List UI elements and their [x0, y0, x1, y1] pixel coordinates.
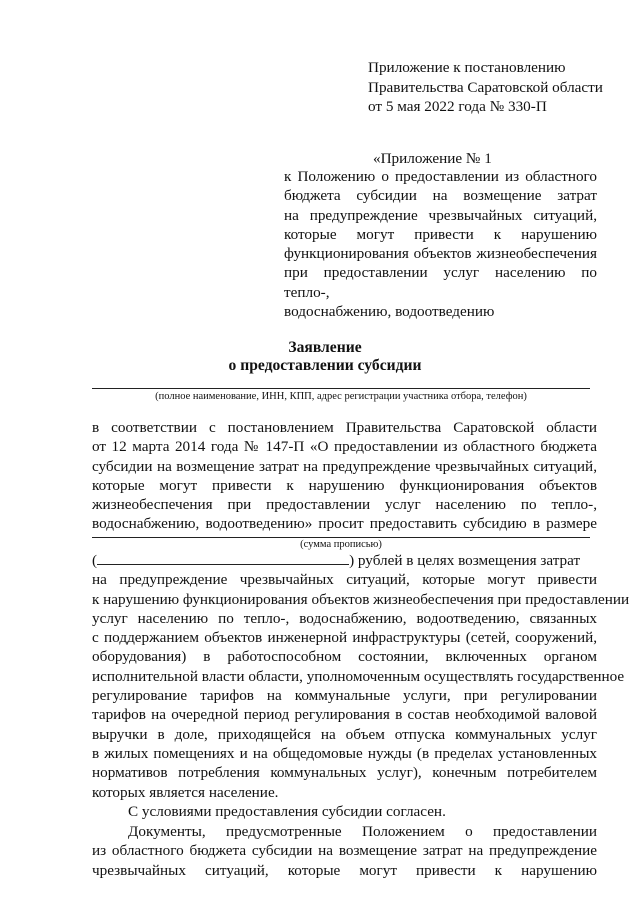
appendix-title: «Приложение № 1 [373, 150, 492, 167]
header-line: Правительства Саратовской области [368, 78, 603, 96]
resolution-header [368, 58, 608, 117]
header-line: от 5 мая 2022 года № 330-П [368, 98, 547, 115]
text-line: оборудования) в работоспособном состоянии, включенных органом [92, 648, 597, 666]
text-line: которые могут привести к нарушению функционирования объектов [92, 476, 597, 494]
appendix-line: которые могут привести к нарушению [284, 225, 597, 243]
text-line: С условиями предоставления субсидии согласен. [128, 803, 446, 820]
amount-line-tail: ) рублей в целях возмещения затрат [349, 552, 581, 569]
text-line: с поддержанием объектов инженерной инфраструктуры (сетей, сооружений, [92, 629, 597, 647]
amount-caption: (сумма прописью) [300, 539, 382, 550]
amount-digits-field[interactable] [97, 551, 349, 565]
text-line: от 12 марта 2014 года № 147-П «О предоставлении из областного бюджета [92, 438, 597, 456]
document-title: Заявление [288, 339, 362, 356]
paragraph-purpose [92, 551, 630, 802]
document-subtitle: о предоставлении субсидии [228, 357, 422, 374]
text-line: регулирование тарифов на коммунальные услуги, при регулировании [92, 687, 597, 705]
appendix-description [284, 167, 597, 321]
appendix-line: на предупреждение чрезвычайных ситуаций, [284, 206, 597, 224]
paragraph-documents [92, 822, 597, 880]
text-line: субсидии на возмещение затрат на предупреждение чрезвычайных ситуаций, [92, 457, 597, 475]
text-line: исполнительной власти области, уполномоченным осуществлять государственное [92, 667, 625, 685]
amount-line [92, 551, 597, 570]
text-line: водоснабжению, водоотведению» просит предоставить субсидию в размере [92, 515, 597, 533]
open-paren: ( [92, 552, 98, 569]
appendix-line: к Положению о предоставлении из областного [284, 168, 597, 185]
text-line: чрезвычайных ситуаций, которые могут привести к нарушению [92, 861, 597, 879]
text-line: в соответствии с постановлением Правительства Саратовской области [92, 419, 597, 436]
text-line: на предупреждение чрезвычайных ситуаций, которые могут привести [92, 571, 597, 589]
applicant-blank-line[interactable] [92, 388, 590, 389]
text-line: услуг населению по тепло-, водоснабжению, водоотведению, связанных [92, 609, 597, 627]
paragraph-agreement [92, 802, 597, 821]
text-line: нормативов потребления коммунальных услуг), конечным потребителем [92, 764, 597, 782]
amount-blank-line[interactable] [92, 537, 590, 538]
appendix-line: бюджета субсидии на возмещение затрат [284, 187, 597, 205]
text-line: жизнеобеспечения при предоставлении услуг населению по тепло-, [92, 496, 597, 514]
text-line: выручки в доле, приходящейся на объем отпуска коммунальных услуг [92, 725, 597, 743]
header-line: Приложение к постановлению [368, 59, 566, 76]
paragraph-request [92, 418, 597, 534]
text-line: к нарушению функционирования объектов жизнеобеспечения при предоставлении [92, 590, 630, 608]
appendix-line: функционирования объектов жизнеобеспечения [284, 245, 597, 263]
text-line: тарифов на очередной период регулирования в состав необходимой валовой [92, 706, 597, 724]
text-line: в жилых помещениях и на общедомовые нужды (в пределах установленных [92, 744, 597, 762]
appendix-line: водоснабжению, водоотведению [284, 303, 495, 321]
applicant-caption: (полное наименование, ИНН, КПП, адрес регистрации участника отбора, телефон) [155, 391, 527, 402]
appendix-line: при предоставлении услуг населению по тепло-, [284, 264, 597, 301]
text-line: Документы, предусмотренные Положением о предоставлении [128, 823, 597, 840]
text-line: из областного бюджета субсидии на возмещение затрат на предупреждение [92, 842, 597, 860]
text-line: которых является население. [92, 783, 279, 801]
